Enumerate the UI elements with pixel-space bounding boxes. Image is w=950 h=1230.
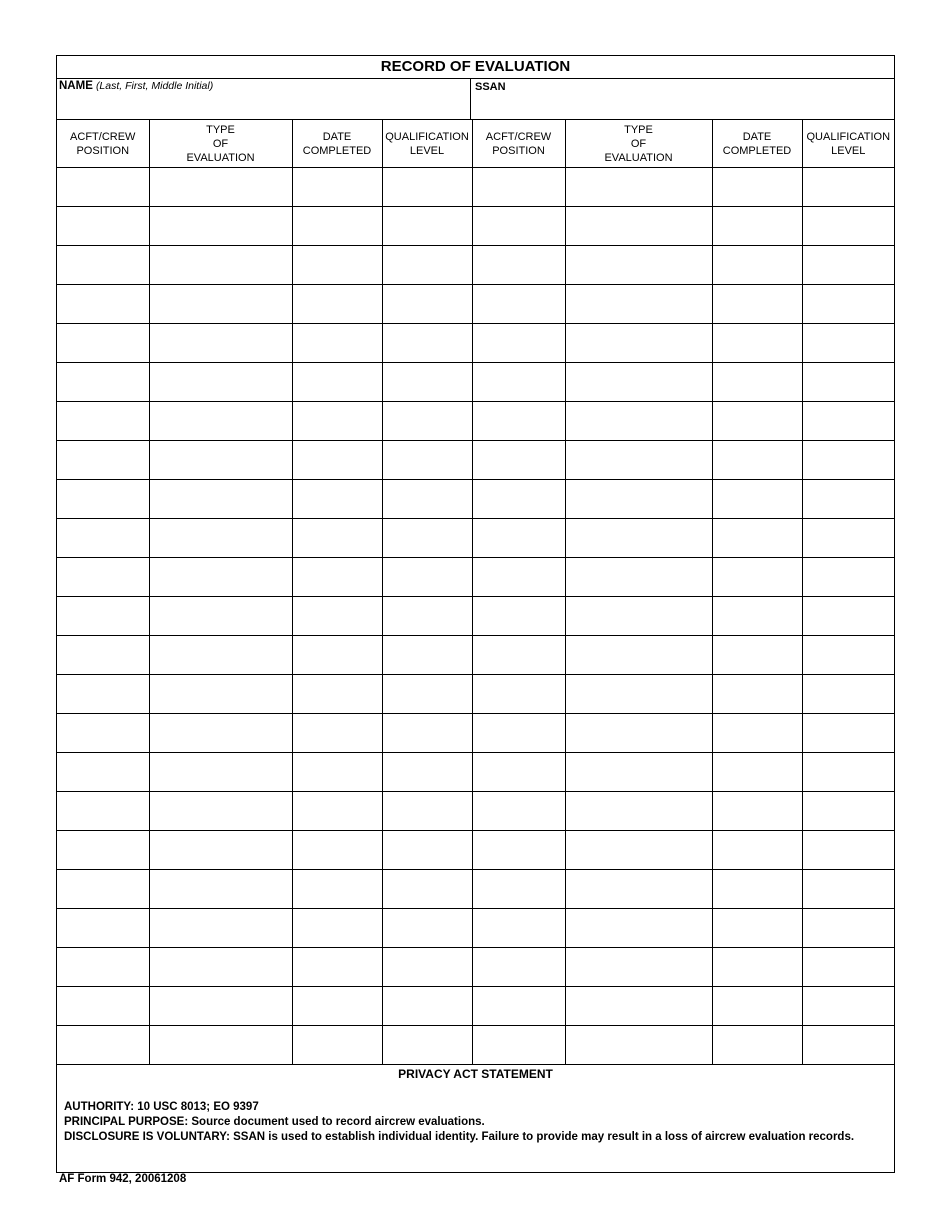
entry-cell[interactable] [292, 792, 382, 831]
entry-cell[interactable] [292, 597, 382, 636]
entry-cell[interactable] [149, 363, 292, 402]
entry-cell[interactable] [565, 402, 712, 441]
entry-cell[interactable] [472, 558, 565, 597]
name-hint: (Last, First, Middle Initial) [95, 80, 214, 92]
entry-cell[interactable] [565, 597, 712, 636]
entry-cell[interactable] [802, 909, 894, 948]
entry-cell[interactable] [565, 948, 712, 987]
entry-cell[interactable] [149, 870, 292, 909]
entry-cell[interactable] [712, 792, 802, 831]
entry-cell[interactable] [565, 363, 712, 402]
entry-cell[interactable] [57, 402, 149, 441]
entry-cell[interactable] [472, 168, 565, 207]
entry-cell[interactable] [382, 831, 472, 870]
entry-cell[interactable] [149, 675, 292, 714]
form-title: RECORD OF EVALUATION [57, 56, 894, 79]
entry-cell[interactable] [472, 636, 565, 675]
entry-cell[interactable] [57, 441, 149, 480]
table-body [57, 168, 894, 1065]
entry-cell[interactable] [57, 948, 149, 987]
entry-cell[interactable] [712, 675, 802, 714]
evaluation-form [56, 55, 895, 1173]
entry-cell[interactable] [802, 948, 894, 987]
entry-cell[interactable] [565, 792, 712, 831]
entry-cell[interactable] [472, 948, 565, 987]
entry-cell[interactable] [57, 558, 149, 597]
entry-cell[interactable] [149, 948, 292, 987]
col-header-acft-crew-position: ACFT/CREW POSITION [57, 120, 149, 168]
entry-cell[interactable] [57, 714, 149, 753]
entry-cell[interactable] [802, 324, 894, 363]
entry-cell[interactable] [382, 597, 472, 636]
entry-cell[interactable] [565, 675, 712, 714]
entry-cell[interactable] [57, 753, 149, 792]
entry-cell[interactable] [292, 714, 382, 753]
entry-cell[interactable] [149, 636, 292, 675]
entry-cell[interactable] [292, 402, 382, 441]
entry-cell[interactable] [565, 246, 712, 285]
entry-cell[interactable] [382, 1026, 472, 1065]
table-row [57, 792, 894, 831]
entry-cell[interactable] [712, 753, 802, 792]
entry-cell[interactable] [57, 246, 149, 285]
entry-cell[interactable] [565, 714, 712, 753]
entry-cell[interactable] [149, 558, 292, 597]
entry-cell[interactable] [292, 831, 382, 870]
entry-cell[interactable] [712, 597, 802, 636]
entry-cell[interactable] [802, 168, 894, 207]
table-row [57, 480, 894, 519]
col-header-qualification-level-2: QUALIFICATION LEVEL [802, 120, 894, 168]
entry-cell[interactable] [382, 909, 472, 948]
entry-cell[interactable] [292, 324, 382, 363]
entry-cell[interactable] [472, 714, 565, 753]
entry-cell[interactable] [292, 363, 382, 402]
entry-cell[interactable] [57, 675, 149, 714]
entry-cell[interactable] [292, 168, 382, 207]
entry-cell[interactable] [712, 246, 802, 285]
privacy-disclosure: DISCLOSURE IS VOLUNTARY: SSAN is used to establish individual identity. Failure to provide may result in a loss of aircrew evaluation records. [64, 1131, 855, 1143]
name-label: NAME [59, 80, 93, 92]
entry-cell[interactable] [472, 792, 565, 831]
entry-cell[interactable] [149, 519, 292, 558]
entry-cell[interactable] [712, 987, 802, 1026]
entry-cell[interactable] [802, 987, 894, 1026]
entry-cell[interactable] [382, 870, 472, 909]
table-row [57, 363, 894, 402]
entry-cell[interactable] [57, 636, 149, 675]
entry-cell[interactable] [802, 1026, 894, 1065]
entry-cell[interactable] [149, 987, 292, 1026]
entry-cell[interactable] [472, 870, 565, 909]
table-row [57, 246, 894, 285]
entry-cell[interactable] [382, 441, 472, 480]
col-header-acft-crew-position-2: ACFT/CREW POSITION [472, 120, 565, 168]
entry-cell[interactable] [149, 246, 292, 285]
entry-cell[interactable] [149, 1026, 292, 1065]
entry-cell[interactable] [802, 207, 894, 246]
entry-cell[interactable] [802, 246, 894, 285]
entry-cell[interactable] [57, 207, 149, 246]
entry-cell[interactable] [57, 987, 149, 1026]
entry-cell[interactable] [382, 207, 472, 246]
entry-cell[interactable] [292, 480, 382, 519]
entry-cell[interactable] [149, 441, 292, 480]
entry-cell[interactable] [292, 558, 382, 597]
entry-cell[interactable] [57, 363, 149, 402]
privacy-body [64, 1100, 864, 1145]
entry-cell[interactable] [802, 753, 894, 792]
table-row [57, 909, 894, 948]
entry-cell[interactable] [565, 558, 712, 597]
entry-cell[interactable] [292, 285, 382, 324]
entry-cell[interactable] [472, 675, 565, 714]
entry-cell[interactable] [292, 246, 382, 285]
entry-cell[interactable] [712, 285, 802, 324]
entry-cell[interactable] [149, 324, 292, 363]
entry-cell[interactable] [292, 753, 382, 792]
entry-cell[interactable] [565, 285, 712, 324]
table-row [57, 714, 894, 753]
privacy-title: PRIVACY ACT STATEMENT [398, 1067, 553, 1081]
entry-cell[interactable] [382, 168, 472, 207]
table-row [57, 168, 894, 207]
table-row [57, 207, 894, 246]
entry-cell[interactable] [565, 987, 712, 1026]
entry-cell[interactable] [565, 441, 712, 480]
entry-cell[interactable] [292, 675, 382, 714]
entry-cell[interactable] [712, 636, 802, 675]
entry-cell[interactable] [472, 285, 565, 324]
col-header-date-completed-2: DATE COMPLETED [712, 120, 802, 168]
table-row [57, 402, 894, 441]
entry-cell[interactable] [565, 519, 712, 558]
table-row [57, 285, 894, 324]
entry-cell[interactable] [382, 480, 472, 519]
entry-cell[interactable] [472, 831, 565, 870]
entry-cell[interactable] [472, 402, 565, 441]
entry-cell[interactable] [382, 753, 472, 792]
entry-cell[interactable] [292, 519, 382, 558]
evaluation-table [57, 119, 894, 1065]
form-id: AF Form 942, 20061208 [59, 1173, 187, 1185]
col-header-date-completed: DATE COMPLETED [292, 120, 382, 168]
entry-cell[interactable] [802, 363, 894, 402]
entry-cell[interactable] [712, 480, 802, 519]
entry-cell[interactable] [57, 792, 149, 831]
table-row [57, 1026, 894, 1065]
entry-cell[interactable] [712, 714, 802, 753]
ssan-field[interactable] [471, 79, 895, 119]
entry-cell[interactable] [149, 402, 292, 441]
col-header-type-of-evaluation: TYPE OF EVALUATION [149, 120, 292, 168]
entry-cell[interactable] [565, 753, 712, 792]
col-header-qualification-level: QUALIFICATION LEVEL [382, 120, 472, 168]
table-row [57, 324, 894, 363]
entry-cell[interactable] [382, 246, 472, 285]
entry-cell[interactable] [565, 831, 712, 870]
entry-cell[interactable] [382, 285, 472, 324]
entry-cell[interactable] [712, 558, 802, 597]
entry-cell[interactable] [472, 753, 565, 792]
entry-cell[interactable] [712, 441, 802, 480]
entry-cell[interactable] [565, 1026, 712, 1065]
entry-cell[interactable] [57, 1026, 149, 1065]
entry-cell[interactable] [712, 948, 802, 987]
entry-cell[interactable] [382, 675, 472, 714]
entry-cell[interactable] [565, 870, 712, 909]
ssan-label: SSAN [475, 81, 506, 93]
entry-cell[interactable] [149, 909, 292, 948]
privacy-act-section [57, 1066, 894, 1173]
entry-cell[interactable] [712, 168, 802, 207]
entry-cell[interactable] [802, 558, 894, 597]
entry-cell[interactable] [382, 363, 472, 402]
entry-cell[interactable] [472, 909, 565, 948]
table-row [57, 519, 894, 558]
entry-cell[interactable] [382, 636, 472, 675]
entry-cell[interactable] [802, 675, 894, 714]
name-field[interactable] [57, 79, 471, 119]
entry-cell[interactable] [472, 324, 565, 363]
entry-cell[interactable] [565, 636, 712, 675]
table-row [57, 753, 894, 792]
entry-cell[interactable] [382, 519, 472, 558]
entry-cell[interactable] [382, 987, 472, 1026]
entry-cell[interactable] [712, 324, 802, 363]
entry-cell[interactable] [382, 948, 472, 987]
entry-cell[interactable] [292, 207, 382, 246]
entry-cell[interactable] [149, 792, 292, 831]
entry-cell[interactable] [57, 597, 149, 636]
table-row [57, 831, 894, 870]
entry-cell[interactable] [802, 636, 894, 675]
entry-cell[interactable] [802, 480, 894, 519]
table-row [57, 597, 894, 636]
entry-cell[interactable] [712, 402, 802, 441]
entry-cell[interactable] [382, 792, 472, 831]
entry-cell[interactable] [382, 558, 472, 597]
entry-cell[interactable] [565, 480, 712, 519]
entry-cell[interactable] [57, 480, 149, 519]
entry-cell[interactable] [149, 597, 292, 636]
table-row [57, 948, 894, 987]
entry-cell[interactable] [57, 909, 149, 948]
col-header-type-of-evaluation-2: TYPE OF EVALUATION [565, 120, 712, 168]
entry-cell[interactable] [472, 597, 565, 636]
entry-cell[interactable] [149, 168, 292, 207]
entry-cell[interactable] [292, 987, 382, 1026]
entry-cell[interactable] [472, 441, 565, 480]
entry-cell[interactable] [802, 831, 894, 870]
entry-cell[interactable] [149, 753, 292, 792]
entry-cell[interactable] [292, 636, 382, 675]
entry-cell[interactable] [57, 324, 149, 363]
entry-cell[interactable] [565, 168, 712, 207]
entry-cell[interactable] [802, 714, 894, 753]
entry-cell[interactable] [292, 909, 382, 948]
entry-cell[interactable] [802, 597, 894, 636]
entry-cell[interactable] [802, 285, 894, 324]
entry-cell[interactable] [712, 909, 802, 948]
entry-cell[interactable] [57, 831, 149, 870]
entry-cell[interactable] [565, 207, 712, 246]
entry-cell[interactable] [712, 1026, 802, 1065]
entry-cell[interactable] [802, 402, 894, 441]
entry-cell[interactable] [472, 987, 565, 1026]
table-row [57, 441, 894, 480]
entry-cell[interactable] [802, 870, 894, 909]
table-header-row [57, 120, 894, 168]
entry-cell[interactable] [292, 948, 382, 987]
entry-cell[interactable] [57, 285, 149, 324]
entry-cell[interactable] [57, 870, 149, 909]
entry-cell[interactable] [472, 1026, 565, 1065]
entry-cell[interactable] [149, 714, 292, 753]
table-row [57, 558, 894, 597]
entry-cell[interactable] [382, 402, 472, 441]
entry-cell[interactable] [57, 519, 149, 558]
entry-cell[interactable] [382, 324, 472, 363]
entry-cell[interactable] [712, 363, 802, 402]
privacy-purpose: PRINCIPAL PURPOSE: Source document used to record aircrew evaluations. [64, 1116, 485, 1128]
entry-cell[interactable] [149, 207, 292, 246]
entry-cell[interactable] [712, 831, 802, 870]
entry-cell[interactable] [472, 480, 565, 519]
entry-cell[interactable] [472, 363, 565, 402]
entry-cell[interactable] [802, 792, 894, 831]
entry-cell[interactable] [292, 441, 382, 480]
entry-cell[interactable] [802, 519, 894, 558]
entry-cell[interactable] [382, 714, 472, 753]
entry-cell[interactable] [472, 519, 565, 558]
entry-cell[interactable] [565, 909, 712, 948]
table-row [57, 987, 894, 1026]
privacy-authority: AUTHORITY: 10 USC 8013; EO 9397 [64, 1101, 259, 1113]
table-row [57, 675, 894, 714]
entry-cell[interactable] [149, 831, 292, 870]
entry-cell[interactable] [149, 480, 292, 519]
entry-cell[interactable] [712, 519, 802, 558]
entry-cell[interactable] [149, 285, 292, 324]
entry-cell[interactable] [712, 870, 802, 909]
entry-cell[interactable] [292, 870, 382, 909]
entry-cell[interactable] [802, 441, 894, 480]
table-row [57, 870, 894, 909]
entry-cell[interactable] [57, 168, 149, 207]
entry-cell[interactable] [565, 324, 712, 363]
entry-cell[interactable] [472, 207, 565, 246]
entry-cell[interactable] [712, 207, 802, 246]
entry-cell[interactable] [472, 246, 565, 285]
table-row [57, 636, 894, 675]
entry-cell[interactable] [292, 1026, 382, 1065]
